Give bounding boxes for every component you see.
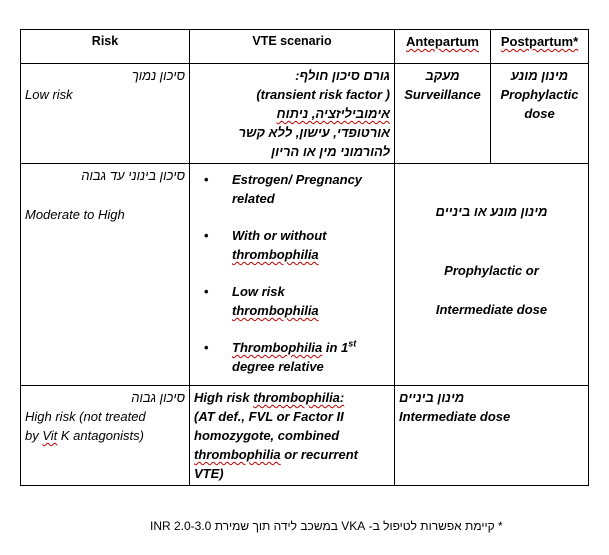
low-vte-hebrew-4: להורמוני מין או הריון <box>271 144 390 159</box>
list-item <box>204 226 390 264</box>
low-ante-hebrew: מעקב <box>425 68 460 83</box>
moderate-merged-english-1: Prophylactic or <box>444 263 539 278</box>
vte-risk-table <box>20 29 589 486</box>
header-risk: Risk <box>21 30 190 64</box>
bullet-4-rest: in 1 <box>322 340 349 355</box>
high-risk-english-vit: Vit <box>42 428 58 443</box>
bullet-4-word: Thrombophilia <box>232 340 323 355</box>
header-antepartum-text: Antepartum <box>406 34 479 49</box>
high-risk-english-2 <box>25 426 185 445</box>
row-moderate-risk <box>21 164 589 386</box>
high-risk-english-2a: by <box>25 428 43 443</box>
moderate-risk-hebrew: סיכון בינוני עד גבוה <box>81 168 185 183</box>
list-item <box>204 282 390 320</box>
low-vte-hebrew-1: גורם סיכון חולף: <box>295 68 390 83</box>
bullet-icon: • <box>204 172 209 187</box>
header-row <box>21 30 589 64</box>
footnote: * קיימת אפשרות לטיפול ב- VKA במשכב לידה תוך שמירת INR 2.0-3.0 <box>150 519 503 533</box>
cell-low-risk-vte <box>190 64 395 164</box>
high-vte-line-1b: thrombophilia: <box>253 390 345 405</box>
moderate-merged-hebrew: מינון מונע או ביניים <box>435 204 548 219</box>
high-vte-line-5: VTE) <box>194 466 224 481</box>
bullet-icon: • <box>204 340 209 355</box>
low-risk-english: Low risk <box>25 87 73 102</box>
low-post-english-2: dose <box>524 106 555 121</box>
high-vte-line-4b: or recurrent <box>280 447 358 462</box>
bullet-2-line-1: With or without <box>232 228 327 243</box>
high-vte-line-4 <box>194 445 390 464</box>
bullet-icon: • <box>204 284 209 299</box>
header-antepartum <box>395 30 491 64</box>
high-vte-line-1 <box>194 388 390 407</box>
bullet-icon: • <box>204 228 209 243</box>
moderate-risk-english: Moderate to High <box>25 207 125 222</box>
low-post-hebrew: מינון מונע <box>510 68 569 83</box>
list-item <box>204 338 390 376</box>
header-postpartum <box>491 30 589 64</box>
bullet-4-sup: st <box>348 338 357 349</box>
bullet-1-line-1: Estrogen/ Pregnancy <box>232 172 363 187</box>
moderate-vte-list <box>194 170 390 376</box>
high-vte-line-3: homozygote, combined <box>194 428 340 443</box>
bullet-3-line-1: Low risk <box>232 284 285 299</box>
header-postpartum-text: Postpartum* <box>500 34 579 49</box>
cell-high-vte <box>190 386 395 486</box>
cell-high-merged <box>395 386 589 486</box>
low-risk-hebrew: סיכון נמוך <box>131 68 185 83</box>
bullet-1-line-2: related <box>232 191 275 206</box>
bullet-4-line-2: degree relative <box>232 359 324 374</box>
cell-moderate-vte <box>190 164 395 386</box>
low-vte-hebrew-2-text: אימוביליזציה, ניתוח <box>276 106 390 121</box>
low-vte-english: (transient risk factor ) <box>256 87 390 102</box>
bullet-2-line-2: thrombophilia <box>232 247 319 262</box>
row-low-risk <box>21 64 589 164</box>
cell-low-risk <box>21 64 190 164</box>
high-vte-line-1a: High risk <box>194 390 254 405</box>
high-risk-english-2b: K antagonists) <box>57 428 144 443</box>
high-risk-hebrew: סיכון גבוה <box>131 390 185 405</box>
low-vte-hebrew-2 <box>194 104 390 123</box>
cell-moderate-risk <box>21 164 190 386</box>
high-vte-line-2: (AT def., FVL or Factor II <box>194 409 344 424</box>
high-vte-line-4a: thrombophilia <box>194 447 281 462</box>
bullet-3-line-2: thrombophilia <box>232 303 319 318</box>
low-ante-english: Surveillance <box>404 87 481 102</box>
high-merged-hebrew: מינון ביניים <box>399 390 465 405</box>
high-merged-english: Intermediate dose <box>399 409 511 424</box>
low-vte-hebrew-3: אורטופדי, עישון, ללא קשר <box>238 125 390 140</box>
moderate-merged-english-2: Intermediate dose <box>435 302 548 317</box>
cell-high-risk <box>21 386 190 486</box>
header-vte-scenario: VTE scenario <box>190 30 395 64</box>
cell-low-antepartum <box>395 64 491 164</box>
row-high-risk <box>21 386 589 486</box>
list-item <box>204 170 390 208</box>
high-risk-english-1: High risk (not treated <box>25 409 146 424</box>
cell-moderate-merged <box>395 164 589 386</box>
cell-low-postpartum <box>491 64 589 164</box>
low-post-english-1: Prophylactic <box>500 87 579 102</box>
